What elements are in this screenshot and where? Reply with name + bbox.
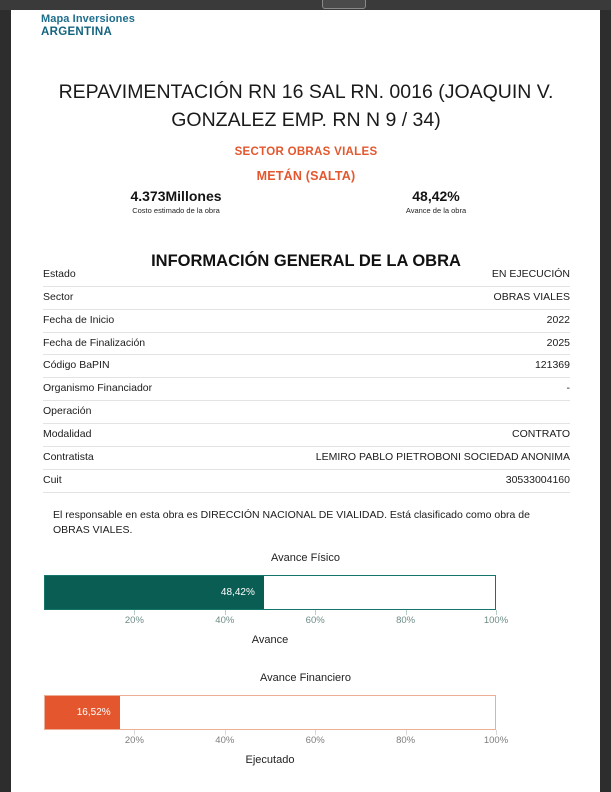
brand-line-primary: Mapa Inversiones — [41, 13, 135, 25]
table-row — [43, 378, 570, 401]
general-info-table-body — [43, 264, 570, 492]
chart-avance-fisico-plot — [44, 575, 509, 646]
table-cell-value: EN EJECUCIÓN — [491, 268, 570, 280]
table-cell-value: 2025 — [546, 336, 570, 349]
table-row — [43, 332, 570, 355]
chart-avance-fisico-axis-title: Avance — [251, 634, 289, 646]
chart-avance-fisico-axis — [44, 610, 509, 630]
table-cell-key: Contratista — [43, 450, 94, 463]
table-cell-key: Estado — [43, 268, 76, 280]
stat-cost — [46, 188, 306, 216]
axis-tick-label: 60% — [305, 615, 325, 626]
axis-tick-label: 80% — [396, 615, 416, 626]
chart-avance-fisico-bar-label: 48,42% — [220, 587, 255, 598]
table-cell-value: 30533004160 — [505, 473, 570, 486]
document-page — [11, 10, 600, 792]
chart-avance-fisico-frame — [44, 575, 496, 610]
table-row — [43, 469, 570, 492]
summary-stats — [46, 188, 566, 216]
axis-tick-label: 20% — [124, 735, 144, 746]
table-cell-value: - — [566, 382, 570, 395]
chart-avance-financiero-frame — [44, 695, 496, 730]
table-cell-key: Código BaPIN — [43, 359, 110, 372]
chart-avance-financiero-axis — [44, 730, 509, 750]
scroll-handle[interactable] — [322, 0, 366, 9]
table-cell-value: OBRAS VIALES — [493, 290, 570, 303]
chart-avance-financiero-bar-label: 16,52% — [76, 707, 111, 718]
table-cell-key: Fecha de Inicio — [43, 313, 115, 326]
table-cell-key: Organismo Financiador — [43, 382, 153, 395]
chart-avance-financiero — [11, 672, 600, 766]
axis-tick-label: 60% — [305, 735, 325, 746]
sector-label: SECTOR OBRAS VIALES — [234, 146, 378, 158]
table-cell-value: 2022 — [546, 313, 570, 326]
table-cell-key: Modalidad — [43, 428, 92, 441]
table-cell-key: Operación — [43, 405, 92, 418]
table-row — [43, 424, 570, 447]
page-title: REPAVIMENTACIÓN RN 16 SAL RN. 0016 (JOAQUIN V. GONZALEZ EMP. RN N 9 / 34) — [58, 81, 554, 131]
stat-progress-caption: Avance de la obra — [405, 205, 467, 215]
location-label: METÁN (SALTA) — [256, 169, 356, 183]
table-row — [43, 309, 570, 332]
stat-progress — [306, 188, 566, 216]
chart-avance-fisico-bar — [45, 576, 264, 609]
chart-avance-financiero-bar — [45, 696, 120, 729]
axis-tick-label: 40% — [215, 615, 235, 626]
axis-tick-label: 80% — [396, 735, 416, 746]
table-row — [43, 446, 570, 469]
table-cell-value: 121369 — [534, 359, 570, 372]
table-cell-key: Sector — [43, 290, 74, 303]
brand-logo — [41, 13, 135, 40]
table-cell-value — [285, 401, 570, 424]
chart-avance-fisico-title: Avance Físico — [271, 552, 340, 564]
chart-avance-financiero-plot — [44, 695, 509, 766]
table-cell-key: Cuit — [43, 473, 62, 486]
table-cell-key: Fecha de Finalización — [43, 336, 146, 349]
axis-tick-label: 100% — [483, 735, 509, 746]
table-cell-value: LEMIRO PABLO PIETROBONI SOCIEDAD ANONIMA — [315, 450, 570, 463]
table-row — [43, 355, 570, 378]
stat-cost-value: 4.373Millones — [130, 188, 222, 204]
axis-tick-label: 20% — [124, 615, 144, 626]
description-paragraph: El responsable en esta obra es DIRECCIÓN NACIONAL DE VIALIDAD. Está clasificado como obra de OBRAS VIALES. — [53, 508, 530, 536]
stat-progress-value: 48,42% — [412, 188, 460, 204]
table-row — [43, 401, 570, 424]
stat-cost-caption: Costo estimado de la obra — [132, 205, 220, 215]
table-cell-value: CONTRATO — [512, 428, 570, 441]
table-row — [43, 286, 570, 309]
info-section-heading: INFORMACIÓN GENERAL DE LA OBRA — [151, 251, 461, 270]
chart-avance-fisico — [11, 552, 600, 646]
brand-line-secondary: ARGENTINA — [41, 25, 113, 38]
axis-tick-label: 40% — [215, 735, 235, 746]
pdf-viewer-toolbar — [0, 0, 611, 10]
table-row — [43, 264, 570, 286]
axis-tick-label: 100% — [483, 615, 509, 626]
general-info-table — [43, 264, 570, 493]
chart-avance-financiero-axis-title: Ejecutado — [245, 754, 295, 766]
chart-avance-financiero-title: Avance Financiero — [260, 672, 351, 684]
